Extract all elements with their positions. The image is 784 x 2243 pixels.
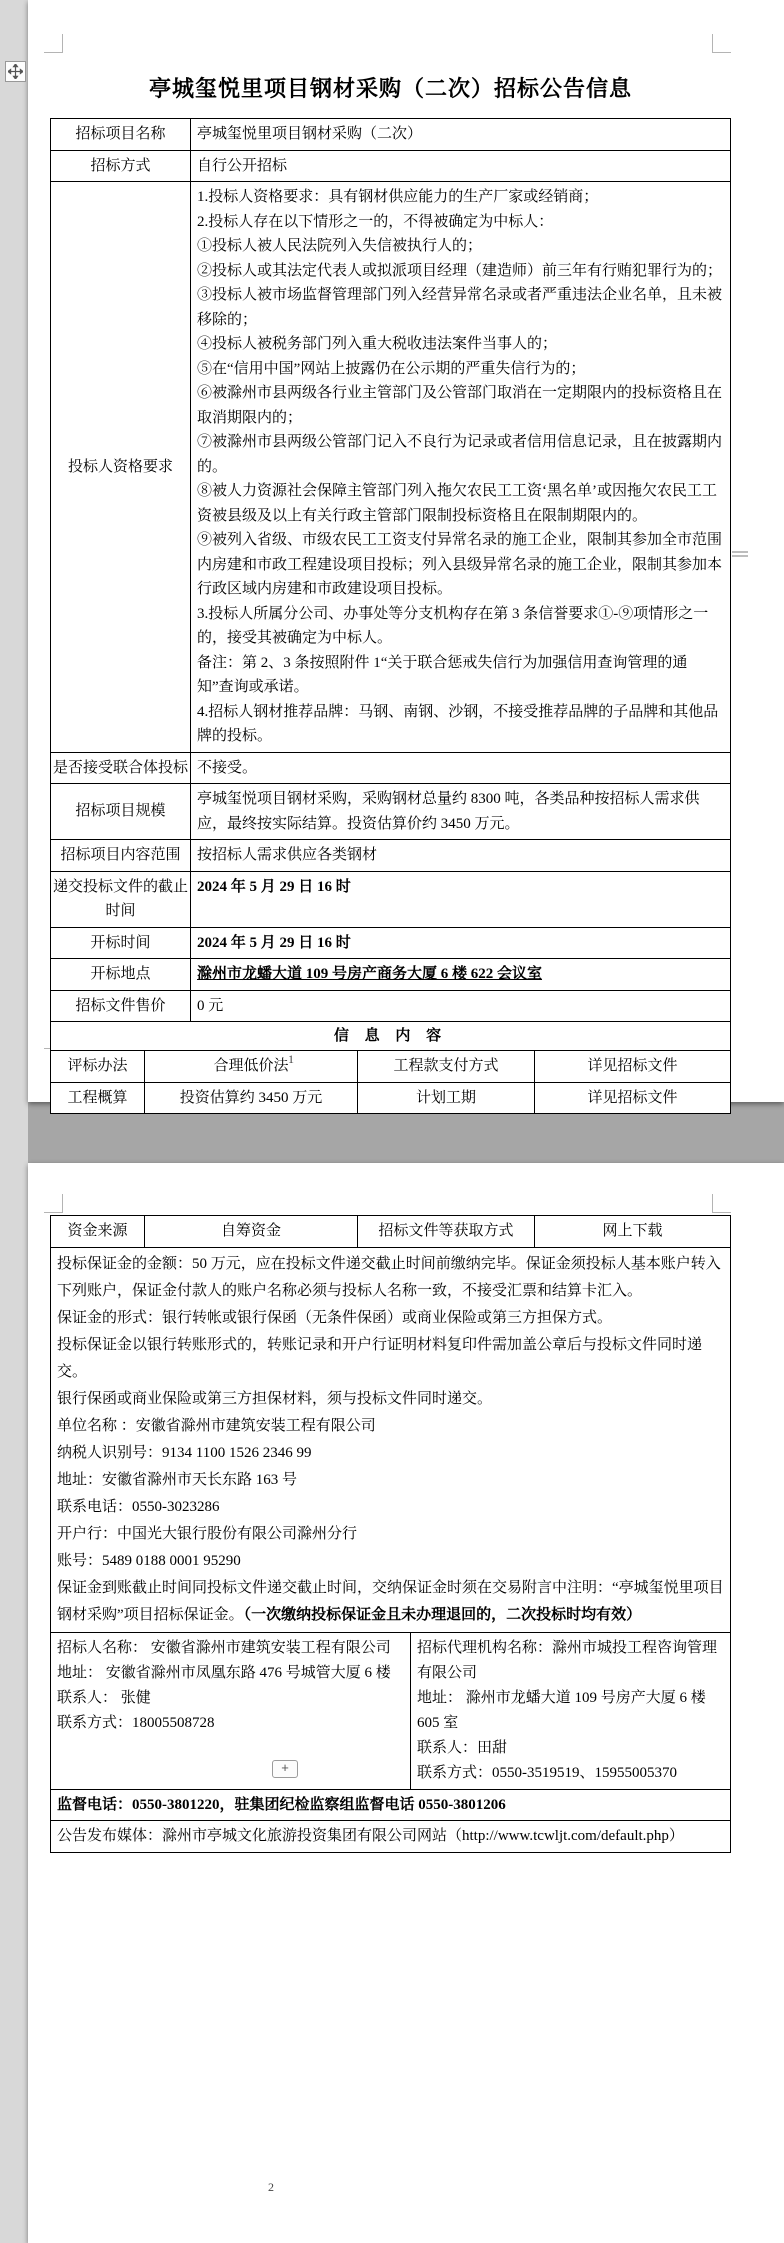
margin-corner-mark — [712, 34, 731, 53]
grid-cell[interactable]: 自筹资金 — [145, 1216, 358, 1247]
row-label[interactable]: 递交投标文件的截止时间 — [51, 872, 191, 927]
row-value[interactable]: 自行公开招标 — [197, 157, 288, 174]
row-label[interactable]: 开标时间 — [51, 928, 191, 959]
table-row — [51, 840, 730, 872]
table-row — [51, 1022, 730, 1051]
table-row — [51, 1821, 730, 1852]
grid-cell[interactable]: 资金来源 — [51, 1216, 145, 1247]
table-row — [51, 1248, 730, 1633]
table-row — [51, 1790, 730, 1822]
row-value[interactable]: 按招标人需求供应各类钢材 — [197, 847, 378, 863]
row-value[interactable]: 2024 年 5 月 29 日 16 时 — [197, 878, 351, 895]
grid-cell[interactable]: 工程款支付方式 — [358, 1051, 535, 1082]
tenderer-info-cell[interactable]: 招标人名称： 安徽省滁州市建筑安装工程有限公司 地址： 安徽省滁州市凤凰东路 476 号城管大厦 6 楼 联系人： 张健 联系方式：18005508728 — [51, 1633, 411, 1789]
row-value[interactable]: 亭城玺悦里项目钢材采购（二次） — [197, 126, 423, 142]
row-label[interactable]: 投标人资格要求 — [51, 182, 191, 752]
table-row — [51, 928, 730, 960]
row-value[interactable]: 0 元 — [197, 997, 224, 1014]
row-label[interactable]: 开标地点 — [51, 959, 191, 990]
margin-corner-mark — [712, 1194, 731, 1213]
table-row — [51, 1051, 730, 1083]
row-value[interactable]: 亭城玺悦项目钢材采购，采购钢材总量约 8300 吨，各类品种按招标人需求供应，最终按实际结算。投资估算价约 3450 万元。 — [197, 791, 700, 832]
grid-cell[interactable]: 计划工期 — [358, 1083, 535, 1114]
row-label[interactable]: 是否接受联合体投标 — [51, 753, 191, 784]
grid-cell[interactable]: 评标办法 — [51, 1051, 145, 1082]
row-value[interactable]: 滁州市龙蟠大道 109 号房产商务大厦 6 楼 622 会议室 — [197, 966, 543, 982]
table-resize-grip[interactable] — [732, 551, 748, 559]
margin-corner-mark — [44, 34, 63, 53]
workspace-left-margin — [0, 0, 28, 2243]
insert-plus-button[interactable]: + — [272, 1760, 298, 1778]
page-number-1: 1 — [288, 1052, 294, 1066]
full-width-cell[interactable]: 监督电话：0550-3801220，驻集团纪检监察组监督电话 0550-3801206 — [57, 1796, 506, 1813]
section-header[interactable]: 信 息 内 容 — [333, 1028, 448, 1044]
row-label[interactable]: 招标文件售价 — [51, 991, 191, 1022]
bid-contact-table[interactable] — [50, 1215, 731, 1853]
table-row — [51, 151, 730, 183]
row-value[interactable]: 1.投标人资格要求：具有钢材供应能力的生产厂家或经销商； 2.投标人存在以下情形之一的，不得被确定为中标人： ①投标人被人民法院列入失信被执行人的； ②投标人或其法定代表人或拟派项目经理（建造师）前三年有行贿犯罪行为的； ③投标人被市场监督管理部门列入经营异常名录或者严重违法企业名单，且未被移除的； ④投标人被税务部门列入重大税收违法案件当事人的； ⑤在“信用中国”网站上披露仍在公示期的严重失信行为的； ⑥被滁州市县两级各行业主管部门及公管部门取消在一定期限内的投标资格且在取消期限内的； ⑦被滁州市县两级公管部门记入不良行为记录或者信用信息记录，且在披露期内的。 ⑧被人力资源社会保障主管部门列入拖欠农民工工资‘黑名单’或因拖欠农民工工资被县级及以上有关行政主管部门限制投标资格且在限制期限内的。 ⑨被列入省级、市级农民工工资支付异常名录的施工企业，限制其参加全市范围内房建和市政工程建设项目投标；列入县级异常名录的施工企业，限制其参加本行政区域内房建和市政建设项目投标。 3.投标人所属分公司、办事处等分支机构存在第 3 条信誉要求①-⑨项情形之一的，接受其被确定为中标人。 备注：第 2、3 条按照附件 1“关于联合惩戒失信行为加强信用查询管理的通知”查询或承诺。 4.招标人钢材推荐品牌：马钢、南钢、沙钢，不接受推荐品牌的子品牌和其他品牌的投标。 — [197, 189, 723, 744]
agency-info-cell[interactable]: 招标代理机构名称：滁州市城投工程咨询管理有限公司 地址： 滁州市龙蟠大道 109 号房产大厦 6 楼 605 室 联系人：田甜 联系方式：0550-3519519、15955005370 — [417, 1639, 718, 1781]
deposit-info-cell[interactable]: 投标保证金的金额：50 万元，应在投标文件递交截止时间前缴纳完毕。保证金须投标人基本账户转入下列账户，保证金付款人的账户名称必须与投标人名称一致，不接受汇票和结算卡汇入。 保证金的形式：银行转帐或银行保函（无条件保函）或商业保险或第三方担保方式。 投标保证金以银行转账形式的，转账记录和开户行证明材料复印件需加盖公章后与投标文件同时递交。 银行保函或商业保险或第三方担保材料，须与投标文件同时递交。 单位名称 ：安徽省滁州市建筑安装工程有限公司 纳税人识别号：9134 1100 1526 2346 99 地址：安徽省滁州市天长东路 163 号 联系电话：0550-3023286 开户行：中国光大银行股份有限公司滁州分行 账号：5489 0188 0001 95290 保证金到账截止时间同投标文件递交截止时间，交纳保证金时须在交易附言中注明：“亭城玺悦里项目钢材采购”项目招标保证金。（一次缴纳投标保证金且未办理退回的，二次投标时均有效） — [57, 1255, 724, 1623]
row-label[interactable]: 招标项目内容范围 — [51, 840, 191, 871]
table-row — [51, 784, 730, 840]
page-number-2: 2 — [268, 2180, 274, 2194]
grid-cell[interactable]: 投资估算约 3450 万元 — [145, 1083, 358, 1114]
document-title[interactable]: 亭城玺悦里项目钢材采购（二次）招标公告信息 — [148, 76, 632, 101]
grid-cell[interactable]: 合理低价法 — [145, 1051, 358, 1082]
bid-info-table[interactable] — [50, 118, 731, 1114]
row-label[interactable]: 招标方式 — [51, 151, 191, 182]
grid-cell[interactable]: 招标文件等获取方式 — [358, 1216, 535, 1247]
table-row — [51, 1633, 730, 1790]
table-row — [51, 991, 730, 1023]
table-row — [51, 959, 730, 991]
page-1[interactable] — [28, 0, 784, 1106]
table-move-handle[interactable] — [5, 61, 26, 82]
grid-cell[interactable]: 详见招标文件 — [587, 1089, 678, 1106]
grid-cell[interactable]: 网上下载 — [602, 1223, 663, 1239]
table-row — [51, 872, 730, 928]
row-value[interactable]: 不接受。 — [197, 759, 258, 776]
grid-cell[interactable]: 工程概算 — [51, 1083, 145, 1114]
row-value[interactable]: 2024 年 5 月 29 日 16 时 — [197, 934, 351, 951]
row-label[interactable]: 招标项目规模 — [51, 784, 191, 839]
move-cross-icon — [8, 64, 23, 79]
full-width-cell[interactable]: 公告发布媒体：滁州市亭城文化旅游投资集团有限公司网站（http://www.tcwljt.com/default.php） — [57, 1828, 684, 1844]
table-row — [51, 1216, 730, 1248]
grid-cell[interactable]: 详见招标文件 — [587, 1058, 678, 1074]
page-2[interactable] — [28, 1163, 784, 2243]
margin-corner-mark — [44, 1194, 63, 1213]
table-row — [51, 1083, 730, 1114]
table-row — [51, 182, 730, 753]
row-label[interactable]: 招标项目名称 — [51, 119, 191, 150]
table-row — [51, 119, 730, 151]
table-row — [51, 753, 730, 785]
